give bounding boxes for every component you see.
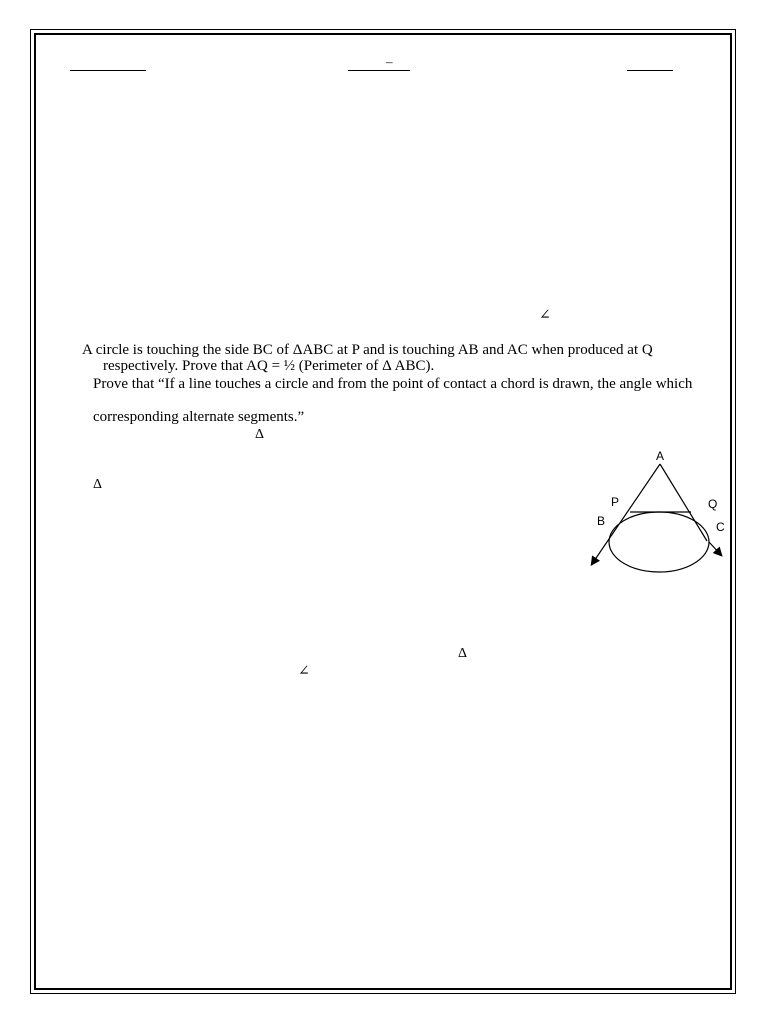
label-a: A xyxy=(656,449,665,463)
header-blank-center xyxy=(348,70,410,71)
arrow-c xyxy=(709,542,721,555)
angle-symbol-top: ∠ xyxy=(539,308,551,323)
header-center-dash: – xyxy=(386,54,393,69)
header-blank-right xyxy=(627,70,673,71)
question-2-line-1: Prove that “If a line touches a circle and from the point of contact a chord is drawn, the angle which xyxy=(93,376,693,392)
delta-symbol: Δ xyxy=(458,646,468,661)
side-ac-line xyxy=(660,464,707,541)
label-q: Q xyxy=(708,497,718,511)
question-2-line-2: corresponding alternate segments.” xyxy=(93,409,305,425)
triangle-circle-figure xyxy=(585,445,735,580)
angle-symbol-bottom: ∠ xyxy=(298,664,310,679)
delta-symbol: Δ xyxy=(93,477,103,492)
delta-symbol: Δ xyxy=(255,427,265,442)
header-blank-left xyxy=(70,70,146,71)
label-p: P xyxy=(611,495,620,509)
question-1-line-1: A circle is touching the side BC of ΔABC at P and is touching AB and AC when produced at Q xyxy=(82,342,653,358)
question-1-line-2: respectively. Prove that AQ = ½ (Perimeter of Δ ABC). xyxy=(103,358,435,374)
label-c: C xyxy=(716,520,725,534)
circle-shape xyxy=(609,512,709,572)
label-b: B xyxy=(597,514,606,528)
